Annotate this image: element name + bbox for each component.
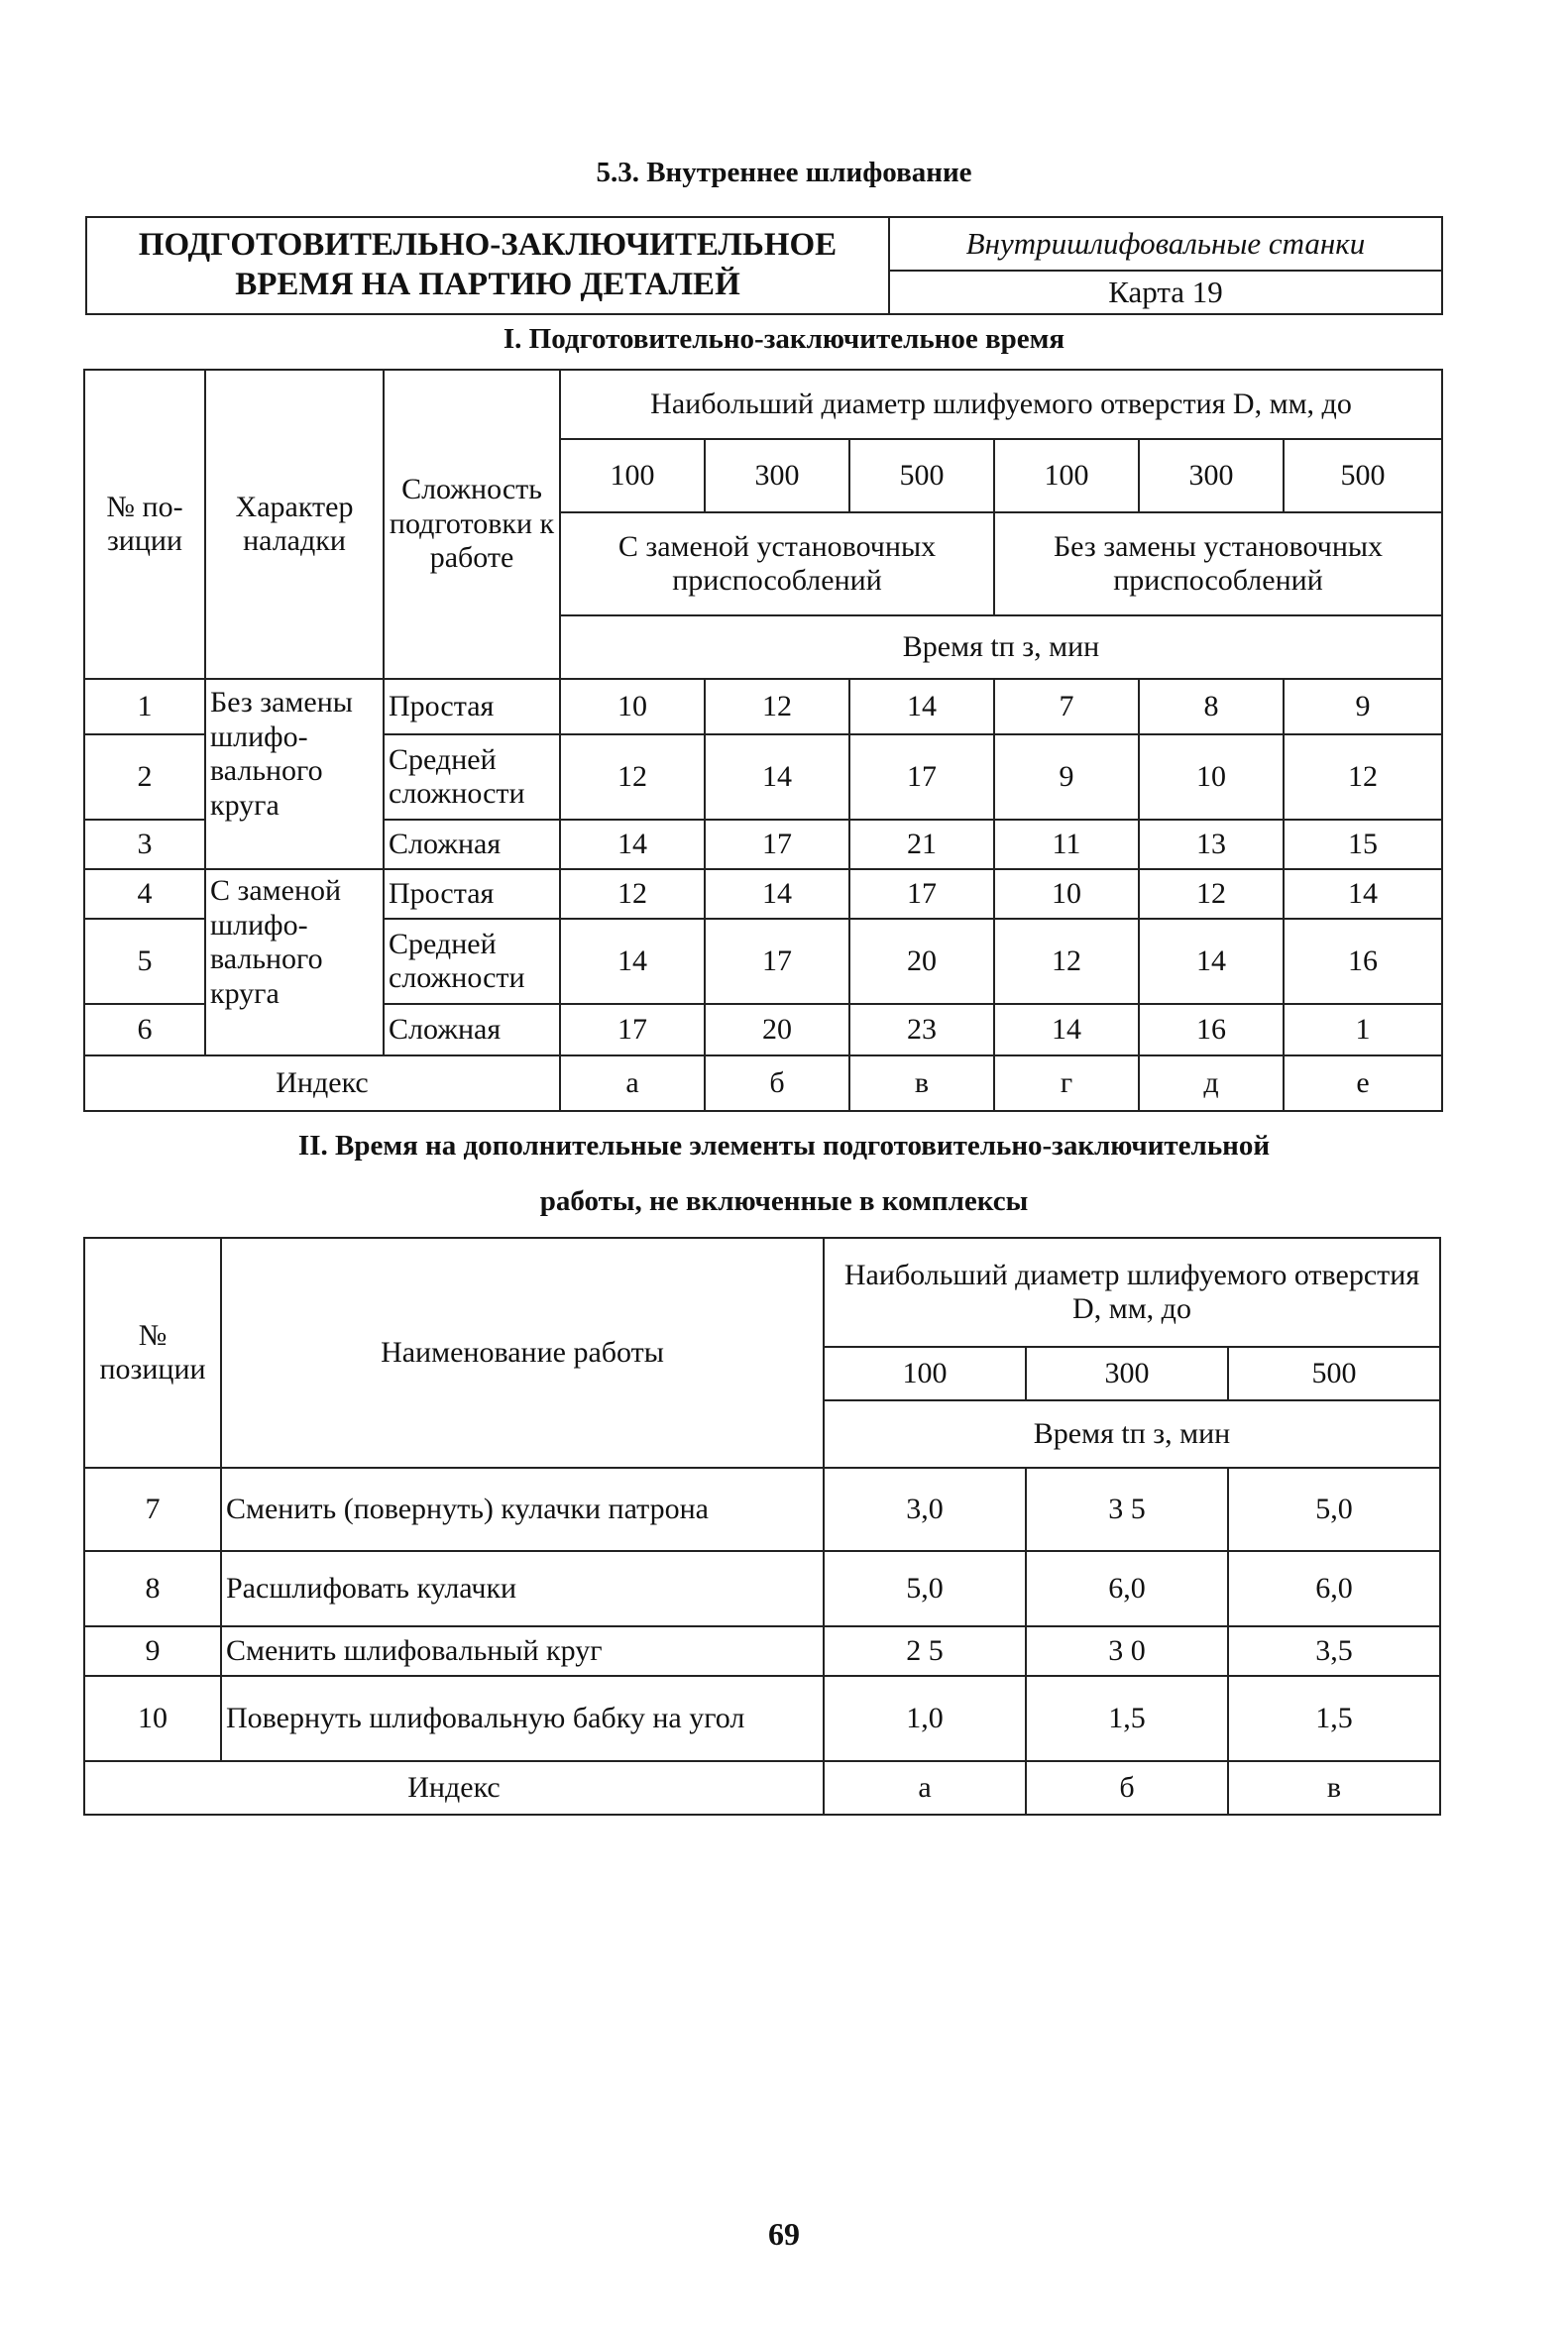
value-cell: 1	[1284, 1004, 1442, 1055]
value-cell: 15	[1284, 820, 1442, 869]
table-row	[84, 869, 1442, 919]
index-cell: а	[824, 1761, 1026, 1815]
diameter-cell: 500	[1228, 1347, 1440, 1400]
value-cell: 21	[849, 820, 994, 869]
value-cell: 23	[849, 1004, 994, 1055]
card-number: Карта 19	[889, 271, 1442, 314]
position-cell: 7	[84, 1468, 221, 1551]
value-cell: 3,0	[824, 1468, 1026, 1551]
position-cell: 4	[84, 869, 205, 919]
setup-cell: Без замены шлифо-вального круга	[205, 679, 384, 869]
value-cell: 7	[994, 679, 1139, 734]
value-cell: 14	[994, 1004, 1139, 1055]
value-cell: 17	[849, 734, 994, 820]
value-cell: 14	[560, 919, 705, 1004]
col-diameter-header: Наибольший диаметр шлифуемого отверстия D, мм, до	[560, 370, 1442, 439]
value-cell: 14	[1139, 919, 1284, 1004]
value-cell: 10	[1139, 734, 1284, 820]
value-cell: 12	[994, 919, 1139, 1004]
index-label: Индекс	[84, 1761, 824, 1815]
part2-title-line2: работы, не включенные в комплексы	[539, 1185, 1029, 1217]
value-cell: 14	[849, 679, 994, 734]
index-cell: г	[994, 1055, 1139, 1111]
value-cell: 10	[994, 869, 1139, 919]
index-cell: в	[849, 1055, 994, 1111]
value-cell: 20	[705, 1004, 849, 1055]
part2-table	[83, 1237, 1441, 1816]
work-name-cell: Повернуть шлифовальную бабку на угол	[221, 1676, 824, 1761]
value-cell: 14	[1284, 869, 1442, 919]
page-number: 69	[768, 2216, 800, 2252]
position-cell: 10	[84, 1676, 221, 1761]
value-cell: 1,5	[1026, 1676, 1228, 1761]
value-cell: 6,0	[1026, 1551, 1228, 1626]
work-name-cell: Расшлифовать кулачки	[221, 1551, 824, 1626]
index-cell: б	[1026, 1761, 1228, 1815]
diameter-cell: 100	[560, 439, 705, 512]
complexity-cell: Сложная	[384, 820, 560, 869]
work-name-cell: Сменить шлифовальный круг	[221, 1626, 824, 1676]
complexity-cell: Сложная	[384, 1004, 560, 1055]
index-row	[84, 1761, 1440, 1815]
index-cell: б	[705, 1055, 849, 1111]
value-cell: 11	[994, 820, 1139, 869]
machine-type: Внутришлифовальные станки	[889, 217, 1442, 271]
col-position-header: № по-зиции	[84, 370, 205, 679]
value-cell: 9	[994, 734, 1139, 820]
card-header	[85, 216, 1443, 315]
value-cell: 8	[1139, 679, 1284, 734]
value-cell: 6,0	[1228, 1551, 1440, 1626]
value-cell: 14	[705, 869, 849, 919]
setup-cell: С заменой шлифо-вального круга	[205, 869, 384, 1055]
part2-title-line1: II. Время на дополнительные элементы подготовительно-заключительной	[297, 1130, 1271, 1162]
value-cell: 12	[705, 679, 849, 734]
diameter-cell: 500	[849, 439, 994, 512]
value-cell: 10	[560, 679, 705, 734]
value-cell: 17	[705, 820, 849, 869]
value-cell: 1,5	[1228, 1676, 1440, 1761]
value-cell: 14	[705, 734, 849, 820]
index-label: Индекс	[84, 1055, 560, 1111]
value-cell: 12	[1284, 734, 1442, 820]
value-cell: 13	[1139, 820, 1284, 869]
part1-title: I. Подготовительно-заключительное время	[503, 323, 1065, 355]
value-cell: 12	[1139, 869, 1284, 919]
col-complexity-header: Сложность подготовки к работе	[384, 370, 560, 679]
position-cell: 6	[84, 1004, 205, 1055]
part1-table	[83, 369, 1443, 1112]
col-name-header: Наименование работы	[221, 1238, 824, 1468]
value-cell: 9	[1284, 679, 1442, 734]
value-cell: 3 0	[1026, 1626, 1228, 1676]
without-replacement-header: Без замены установочных приспособлений	[994, 512, 1442, 615]
table-row	[84, 1676, 1440, 1761]
position-cell: 1	[84, 679, 205, 734]
index-cell: а	[560, 1055, 705, 1111]
diameter-cell: 300	[1139, 439, 1284, 512]
value-cell: 12	[560, 869, 705, 919]
value-cell: 17	[849, 869, 994, 919]
position-cell: 9	[84, 1626, 221, 1676]
value-cell: 5,0	[824, 1551, 1026, 1626]
work-name-cell: Сменить (повернуть) кулачки патрона	[221, 1468, 824, 1551]
card-title-line2: ВРЕМЯ НА ПАРТИЮ ДЕТАЛЕЙ	[235, 267, 740, 302]
card-title	[86, 217, 889, 314]
index-row	[84, 1055, 1442, 1111]
value-cell: 5,0	[1228, 1468, 1440, 1551]
position-cell: 8	[84, 1551, 221, 1626]
value-cell: 16	[1284, 919, 1442, 1004]
position-cell: 5	[84, 919, 205, 1004]
value-cell: 17	[705, 919, 849, 1004]
diameter-cell: 300	[1026, 1347, 1228, 1400]
time-label: Время tп з, мин	[560, 615, 1442, 679]
col-position-header: № позиции	[84, 1238, 221, 1468]
diameter-cell: 300	[705, 439, 849, 512]
table-row	[84, 1551, 1440, 1626]
complexity-cell: Средней сложности	[384, 919, 560, 1004]
value-cell: 12	[560, 734, 705, 820]
table-row	[84, 679, 1442, 734]
value-cell: 2 5	[824, 1626, 1026, 1676]
position-cell: 3	[84, 820, 205, 869]
table-row	[84, 1468, 1440, 1551]
col-diameter-header: Наибольший диаметр шлифуемого отверстия D, мм, до	[824, 1238, 1440, 1347]
time-label: Время tп з, мин	[824, 1400, 1440, 1468]
table-row	[84, 1626, 1440, 1676]
complexity-cell: Простая	[384, 869, 560, 919]
value-cell: 16	[1139, 1004, 1284, 1055]
index-cell: е	[1284, 1055, 1442, 1111]
index-cell: д	[1139, 1055, 1284, 1111]
with-replacement-header: С заменой установочных приспособлений	[560, 512, 994, 615]
diameter-cell: 100	[824, 1347, 1026, 1400]
index-cell: в	[1228, 1761, 1440, 1815]
position-cell: 2	[84, 734, 205, 820]
complexity-cell: Средней сложности	[384, 734, 560, 820]
section-title: 5.3. Внутреннее шлифование	[596, 157, 972, 188]
value-cell: 14	[560, 820, 705, 869]
col-setup-header: Характер наладки	[205, 370, 384, 679]
card-title-line1: ПОДГОТОВИТЕЛЬНО-ЗАКЛЮЧИТЕЛЬНОЕ	[138, 227, 838, 264]
complexity-cell: Простая	[384, 679, 560, 734]
diameter-cell: 100	[994, 439, 1139, 512]
value-cell: 1,0	[824, 1676, 1026, 1761]
diameter-cell: 500	[1284, 439, 1442, 512]
value-cell: 20	[849, 919, 994, 1004]
value-cell: 17	[560, 1004, 705, 1055]
value-cell: 3,5	[1228, 1626, 1440, 1676]
value-cell: 3 5	[1026, 1468, 1228, 1551]
